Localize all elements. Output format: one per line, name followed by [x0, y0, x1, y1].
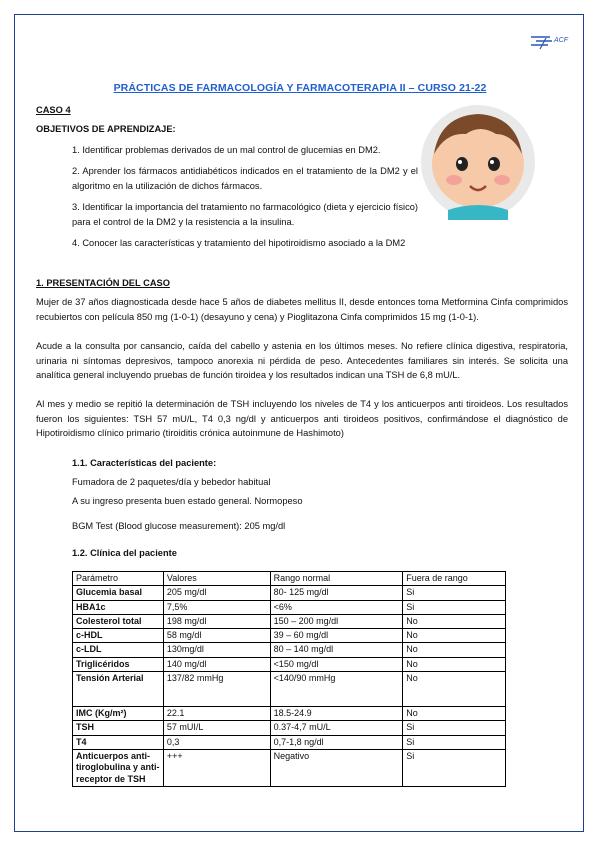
- range-cell: 0,7-1,8 ng/dl: [270, 735, 403, 749]
- case-paragraph: Acude a la consulta por cansancio, caída del cabello y astenia en los últimos meses. No refiere clínica digestiva, respiratoria, urinaria ni síntomas depresivos, tampoco anorexia ni pérdida de peso. Antecedentes familiares sin interés. Se solicita una analítica general incluyendo pruebas de función tiroidea y los resultados indican una TSH de 6,8 mU/L.: [36, 341, 568, 380]
- table-row: [73, 643, 506, 657]
- table-row: [73, 614, 506, 628]
- range-cell: 80 – 140 mg/dl: [270, 643, 403, 657]
- parameter-cell: c-HDL: [73, 629, 164, 643]
- section-heading-presentation: 1. PRESENTACIÓN DEL CASO: [36, 278, 170, 288]
- parameter-cell: Triglicéridos: [73, 657, 164, 671]
- objectives-heading: OBJETIVOS DE APRENDIZAJE:: [36, 124, 176, 134]
- parameter-cell: Colesterol total: [73, 614, 164, 628]
- table-row: [73, 629, 506, 643]
- out-of-range-cell: No: [403, 643, 506, 657]
- logo-text: ACF: [554, 37, 568, 44]
- value-cell: 198 mg/dl: [163, 614, 270, 628]
- objective-item: 2. Aprender los fármacos antidiabéticos indicados en el tratamiento de la DM2 y el algoritmo en la utilización de dichos fármacos.: [72, 166, 418, 191]
- objective-item: 1. Identificar problemas derivados de un mal control de glucemias en DM2.: [72, 145, 381, 155]
- out-of-range-cell: No: [403, 614, 506, 628]
- parameter-cell: IMC (Kg/m²): [73, 707, 164, 721]
- out-of-range-cell: No: [403, 657, 506, 671]
- out-of-range-cell: No: [403, 707, 506, 721]
- table-row: [73, 600, 506, 614]
- value-cell: 58 mg/dl: [163, 629, 270, 643]
- cartoon-avatar-illustration: [420, 104, 536, 220]
- range-cell: <6%: [270, 600, 403, 614]
- page-title: PRÁCTICAS DE FARMACOLOGÍA Y FARMACOTERAPIA II – CURSO 21-22: [113, 82, 487, 94]
- table-row: [73, 735, 506, 749]
- value-cell: 7,5%: [163, 600, 270, 614]
- column-header: Rango normal: [270, 572, 403, 586]
- parameter-cell: TSH: [73, 721, 164, 735]
- value-cell: +++: [163, 749, 270, 786]
- range-cell: <150 mg/dl: [270, 657, 403, 671]
- objective-item: 4. Conocer las características y tratamiento del hipotiroidismo asociado a la DM2: [72, 238, 406, 248]
- value-cell: 205 mg/dl: [163, 586, 270, 600]
- case-label: CASO 4: [36, 105, 71, 115]
- case-paragraph: Mujer de 37 años diagnosticada desde hace 5 años de diabetes mellitus II, desde entonces toma Metformina Cinfa comprimidos recubiertos con película 850 mg (1-0-1) (desayuno y cena) y Pioglitazona Cinfa comprimidos 15 mg (1-0-1).: [36, 297, 568, 322]
- out-of-range-cell: Si: [403, 735, 506, 749]
- column-header: Fuera de rango: [403, 572, 506, 586]
- table-row: [73, 586, 506, 600]
- value-cell: 137/82 mmHg: [163, 672, 270, 707]
- characteristic-line: BGM Test (Blood glucose measurement): 205 mg/dl: [72, 521, 286, 531]
- out-of-range-cell: Si: [403, 600, 506, 614]
- parameter-cell: T4: [73, 735, 164, 749]
- range-cell: 150 – 200 mg/dl: [270, 614, 403, 628]
- table-row: [73, 721, 506, 735]
- range-cell: 0.37-4,7 mU/L: [270, 721, 403, 735]
- objective-item: 3. Identificar la importancia del tratamiento no farmacológico (dieta y ejercicio físico) para el control de la DM2 y la resistencia a la insulina.: [72, 202, 418, 227]
- acf-logo: [528, 32, 574, 54]
- case-paragraph: Al mes y medio se repitió la determinación de TSH incluyendo los niveles de T4 y los anticuerpos anti tiroideos. Los resultados fueron los siguientes: TSH 57 mU/L, T4 0,3 ng/dl y anticuerpos anti tiroideos positivos, confirmándose el diagnóstico de Hipotiroidismo clínico primario (tiroiditis crónica autoinmune de Hashimoto): [36, 399, 568, 438]
- value-cell: 140 mg/dl: [163, 657, 270, 671]
- value-cell: 22.1: [163, 707, 270, 721]
- value-cell: 0,3: [163, 735, 270, 749]
- out-of-range-cell: No: [403, 672, 506, 707]
- clinic-table: [72, 571, 506, 787]
- clinic-heading: 1.2. Clínica del paciente: [72, 548, 177, 558]
- table-header-row: [73, 572, 506, 586]
- column-header: Valores: [163, 572, 270, 586]
- out-of-range-cell: Si: [403, 586, 506, 600]
- range-cell: <140/90 mmHg: [270, 672, 403, 707]
- column-header: Parámetro: [73, 572, 164, 586]
- parameter-cell: HBA1c: [73, 600, 164, 614]
- table-row: [73, 657, 506, 671]
- characteristic-line: Fumadora de 2 paquetes/día y bebedor habitual: [72, 477, 271, 487]
- parameter-cell: c-LDL: [73, 643, 164, 657]
- parameter-cell: Glucemia basal: [73, 586, 164, 600]
- range-cell: 39 – 60 mg/dl: [270, 629, 403, 643]
- characteristics-heading: 1.1. Características del paciente:: [72, 458, 217, 468]
- parameter-cell: Tensión Arterial: [73, 672, 164, 707]
- value-cell: 57 mUI/L: [163, 721, 270, 735]
- table-row: [73, 749, 506, 786]
- table-row: [73, 672, 506, 707]
- range-cell: 18.5-24.9: [270, 707, 403, 721]
- out-of-range-cell: Si: [403, 721, 506, 735]
- out-of-range-cell: No: [403, 629, 506, 643]
- characteristic-line: A su ingreso presenta buen estado general. Normopeso: [72, 496, 303, 506]
- range-cell: 80- 125 mg/dl: [270, 586, 403, 600]
- range-cell: Negativo: [270, 749, 403, 786]
- table-row: [73, 707, 506, 721]
- out-of-range-cell: Si: [403, 749, 506, 786]
- parameter-cell: Anticuerpos anti-tiroglobulina y anti-receptor de TSH: [73, 749, 164, 786]
- value-cell: 130mg/dl: [163, 643, 270, 657]
